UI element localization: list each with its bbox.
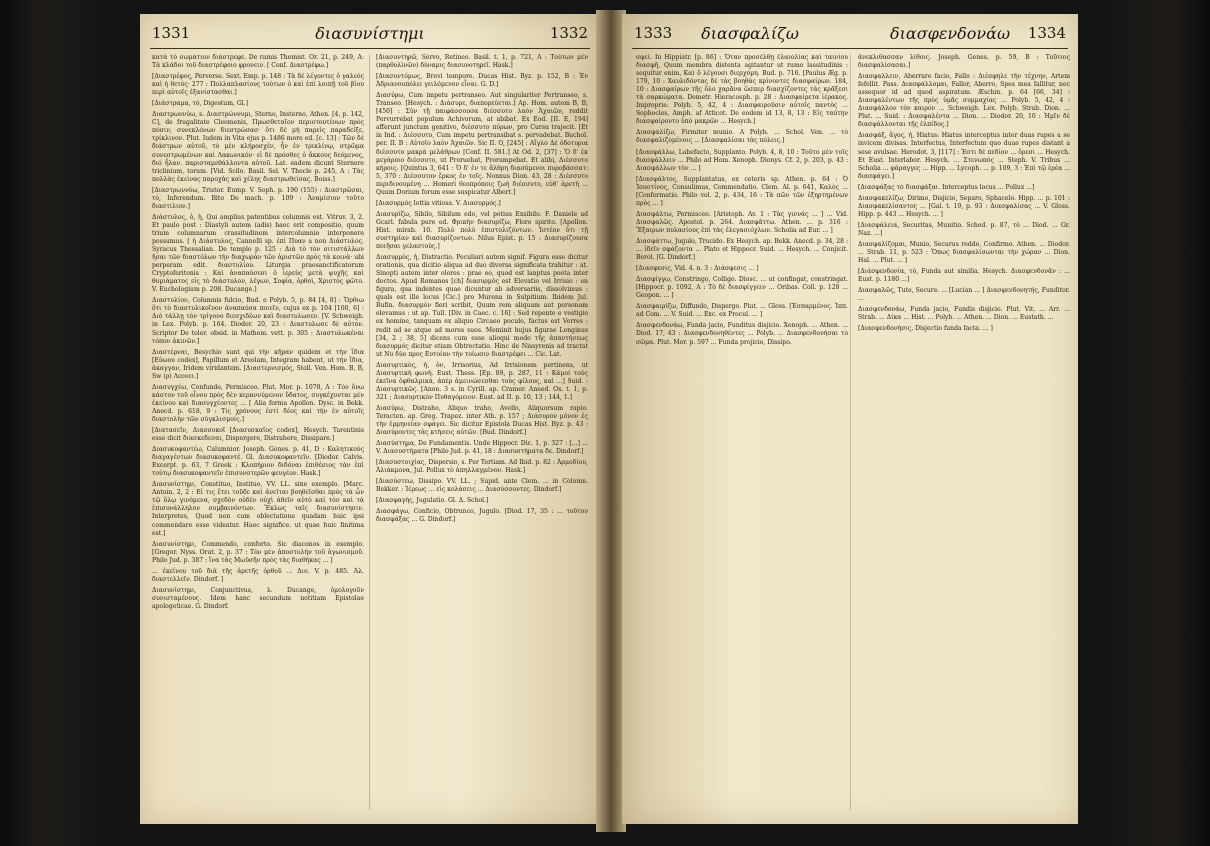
dictionary-entry: [Διασφάλλω, Labefacto, Supplanto. Polyb. 4, 8, 10 : Τοῦτο μὲν τοῖς διασφάλλειν ... Philo ad Hom. Xenoph. Dionys. Cf. 2, p. 203, p. 43 : Διασφάλλων τὸν ... ] [636, 148, 848, 172]
dictionary-entry: ἄνεκλιθασσαν λίθοις. Joseph. Genes. p. 59, B : Τοῦτοις διασφαλίσασαι.] [858, 54, 1070, 70]
dictionary-entry: Διασύρω, Cum impetu pertranseo. Aut singulariter Pertranseo, s. Transeo. [Hesych. : Διάσυρε, διαπορεύεται.] Ap. Hom. autem B, B, [450] : Σὺν τῇ παιφάσσουσα διέσσυτο λαὸν Ἀχαιῶν, reddit Pervurrebat populum Achivorum, at abibat. Ex Eod. [II. E, 194] afferunt junctum genitivo, διέσσυτο πύρων, pro Cursu trajecit. [Et in Ind. : Διέσσυτο, Cum impetu pertransibat s. pervadebat. Buchol. per. II. B : Αὐτοῖο λαὸν Ἀχαιῶν. Sic II. O, [245] : Αἴγλο Δὲ ὀδοτυρια διέσσυτο μακρὰ μελάθρων [Conf. II. 581.] At Od. 2, [37] : Ὅ δ' ἐκ μεγάροιο διέσσυτο, ut Proruebat, Prorumpebat. Et alibi, Διέσσυτο κήροις. [Quintus 3, 641 : Ὁ δ' ἐν τε ἄλθρη διασύμενοι πυροβάσσατ: 5, 370 : Διέσσυτον ἔρκος ἐν τοῖς. Nonnus Dion. 43, 28 : Διέσσυτο περιδινουμένη ... Homeri θεοπρόποις ζωή διέσσυτο, εὐθ' ἀρετὴ ... Quum Dorium forum esse suspicatur Albert.] [376, 92, 588, 196]
dictionary-entry: Διάστυλος, ὁ, ἡ, Qui amplius patentibus columnis est. Vitruv. 3, 2. Et paulo post : Diastyli autem (adis) haec erit compositio, quum trium columnarum crassitudinem intercolumnio interponere possumus. [ ἡ Διάστυλος, Cannelli sp. ἐπὶ Πυαν a non Διάστυλος. Syracus Thessalian. De templo p. 125 : Διὰ τὸ τὸν σιτιστάλλων ἤσαι τῶν διαστόλων τὴν διαχωρὰν τῶν ἀριστῶν πρὸς τὰ κοινὰ· ubi perperam edit. διαστυλίου. Liturgia praesanctificatorum Cryptoferitonis : Καὶ ἀναπαύσεσι ὁ ἱερεὺς μετὰ ψυχῆς καὶ θυμιάματος εἰς τὸ διάστυλον, λέγων, Σοφία, ὀρθοὶ, Χριστὸς φῶτο. V. Euchologium p. 208. Ducange.] [152, 213, 364, 294]
dictionary-entry: [Διασφενδονήσις, Disjectio funda facta. ... ] [858, 325, 993, 333]
dictionary-entry: Διασυρμὸς, ἡ, Distractio. Peculiari autem signif. Figura esse dicitur orationis, qua dicitio aliqua ad duo diversa significata trahitur : at. Sinopti autem inter olores : prae eo, quod est lanptus poeta inter doctos. Apud Romanos [ch] διασυρμὸς est Elevatio vel Irrisio : en figura, qua indentes quae dicuntur ab adversariis, dissolvimus : quals est ille locus [Cic.] pro Murena in Sulpitium. Ibidem Jul. Rufin. διασυρμὸν fieri scribit, Quum rem aliquam aut personam elevamus : ut ap. Tull. [Div. in Caec. c. 16] : Sed repente e vestigio ex homine, tanquam ex aliquo Circaeo poculo, factus est Verres : redit ad se atque ad mores suos. Meminit hujus figurae Longinus [34, 2 ; 38, 5] dicens cum esse alioqui modo τῆς ἀπαντήσεως διασυρμός dicitur etiam Obtrectatio. Hinc de Nissyrenis ad tractat ut Nυ δύο προς Ευτοίαν τὴν τοίωσιν διαστρέφει ... Cic. Lat. [376, 254, 588, 358]
dictionary-entry: Διασυρτικὸς, ἡ, ὁν, Irrisorius, Ad Irrisionem pertinens, ut Διασυρτικὴ φωνὴ. Eust. Thess. [Ep. 89, p. 287, 11 : Κἀμοί τοὺς ἐκεῖνα ὀφθαλμικά, ἀπὲρ ἀμεινώσεσθαι τοὺς φίλους, καὶ ...] Suid. : Διασυρτικῶς. [Anon. 3 s. in Cyrill. ap. Cramer. Aneed. Ox. t. 1, p. 321 ; Διασυρτικὸν Πυθαγόρειον. Eust. ad II. p. 10, 13 ; 144, 1.] [376, 361, 588, 401]
right-page-number: 1333 [634, 24, 673, 42]
dictionary-entry: Διασυρίζω, Sibilo, Sibilum edo, vel potius Exsibilo. F. Daniele ad Gcarl. fabula pure ed. Φρικὴν διασυρίζω, Flore spirito. [Apollon. Hist. mirab. 10. Πολὺ πολὺ ἐπιστολιζόντων. Ἰστέον ὅτι τῇ συστηρίαν καὶ διασυρίζοντων. Nilus Epist. p. 15 : Διασυρίζουσα ποιῆσαι γελαστούς.] [376, 210, 588, 251]
right-page-column-2 [858, 54, 1070, 810]
right-page-headword-2: διασφενδονάω [890, 24, 1010, 43]
column-divider [850, 54, 851, 810]
dictionary-entry: [Διασυντηρῶ, Servo, Retineo. Basil. t. 1, p. 721, A : Τούτων μὲν (παρθολὶνῶν) δύναμις διασυνοτηρεῖ. Hask.] [376, 54, 588, 70]
dictionary-entry: [Διάστραμα, τό, Digestum, Gl.] [152, 100, 249, 108]
column-divider [369, 54, 370, 810]
dictionary-entry: Διασφάττω, Jugulo, Trucido. Ex Hesych. ap. Bekk. Anecd. p. 34, 28 : ... ἰδεῖν σφάζοντα ... Plato et Hippocr. Suid. ... Hesych. ... Conjicit. Berol. [G. Dindorf.] [636, 237, 848, 262]
right-page-header [622, 22, 1078, 46]
dictionary-entry: σφεί. In Hippiatr. [p. 86] : Ὅταν προσέλθῃ ἐλαιολίας καὶ ταινίου διασφῆ, Quum membra distenta agitantur ut rumo lassitudinis : sequitur enim, Καὶ ὅ λέγουσι διερχόμη. Bud. p. 716. [Paulus Æg. p. 179, 10 : Χαυλιδόντας δὲ τὰς βοηθὰς κρίνοντες διασφαίρων. 184, 10 : Διασφαίρων τῆς ὅλο χαρᾶνα ὥσπερ διασχίζοντες τὰς κρᾶξεσι τὰ σαρκώματα. Demetr. Hieracosph. p. 28 : Διασφαίρετα ἱέρακος. Improprie. Polyb. 5, 42, 4 : Διασφαιροῦσιν αὐτοῖς παντὸς ... Sophocles, Amph. af Atticot. De eodem id 13, 8, 13 : Εἰς ταύτην διασφαίροντο ὑπὸ μακρῶν ... Hesych.] [636, 54, 848, 126]
dictionary-entry: [Διασφεσις, Vid. 4. n. 3 : Διάσφεσις ... ] [636, 265, 759, 273]
left-page-column-1 [152, 54, 364, 810]
dictionary-entry: [Διασύστεω, Dissipo. VV. LL. ; Supid. ante Clem. ... in Colomn. Bekker. : Ἱέρεως ... εἰς κολάσεις ... Διασύσσοντες. Dindorf.] [376, 478, 588, 494]
dictionary-entry: [Διαστρέφος, Perverse. Sext. Emp. p. 148 : Τὰ δὲ λέγοντες ὁ γαλεὸς καὶ ἡ θετός· 277 : Πολλαπλασίους τούτων ὁ καὶ ἐπὶ λοιπῇ τοῦ βίου περὶ αὐτοῖς ἐξανίστασθαι.] [152, 73, 364, 97]
left-page-number: 1331 [152, 24, 191, 42]
right-page-column-number: 1334 [1027, 24, 1066, 42]
dictionary-entry: Διασφάγω, Conficio, Obtrunco, Jugulo. [Diod. 17, 35 : ... τοῦτον διασφάξας ... G. Dindorf.] [376, 508, 588, 524]
dictionary-entry: [Διασφάλεια, Securitas, Munitio. Sched. p. 87, τὸ ... Diod. ... Gr. Naz. ...] [858, 221, 1070, 237]
dictionary-entry: Διαστρωννύω, s. Διαστρώννυμι, Sterno, Insterno, Athen. [4, p. 142, C], de frugalitate Cleomenis, Πρωσθεταῖον περιοτουτένων πρὸς πόσιν, συνεκλόνων διεστρώσασ· ὅτι δὲ μὴ παρεὶς παραδείξε, τρίκλινον. Plut. Iudem in Vita ejus p. 1486 more ed. [c. 13] : Τῶν δὲ διάστρων αὐτοῦ, τὸ μὲν κλήροσχέν, ἦν ἐν τρικλίνῳ, στρῶμα συνεστρωμένων καὶ Λακωνικόν· εἰ δὲ πρόσθες ὁ ἄκκους δεόμενος, διό ἦλαν. παρισταμεθάλλοντα αὐτοῦ. Lat. eadem dicunt Sternere triclinium, torum. [Vid. Scilo. Basil. Sel. V. Thecle p. 245, A : Τὰς πολλὰς ἐκείνας παροχὰς καὶ χέλης διαστρωθείσας. Boiss.] [152, 111, 364, 183]
dictionary-entry: Διασύστημα, De Fundamentis. Unde Hippocr. Dic. 1, p. 327 : [...] ... V. Διασυστήματα [Philo Jud. p. 41, 18 : Διασυστήματα δε. Dindorf.] [376, 440, 588, 456]
dictionary-entry: [Διασυντόμως, Brevi tempore. Ducas Hist. Byz. p. 152, B : Ἐν Ἀδριανουπόλει γειλόμενον εἶναι. G. D.] [376, 73, 588, 89]
dictionary-entry: Διασυνίστημι, Constituo, Instituo, VV. LL. sine exemplo. [Marc. Antoin. 2, 2 : Εἰ τις ἕτει τοῦδε καὶ ἀνεῖται βοηθεῖσθαι πρὸς τὰ ὧν τῷ ὅλῳ γινόμενα, σχεδὸν οὐδὲν οὐχὶ ἀθεῖν αὐτὸ καὶ τὸν καὶ τὰ ἐπισυνάλληλον συμβαινόντων. Ἔκλως ταῖς διασυνίστησιν. Interpretes, Quod non cum oblectatione quadam huic ipsi commendare esse videatur. Haec significe. ut quae huic finitima est.] [152, 481, 364, 537]
dictionary-entry: Διασφενδονάω, Funda jacio, Funditus disjicio. Xenoph. ... Athen. ... Diod. 17, 43 : Διασφενδονηθέντες ... Polyb. ... Διασφενδονήσαι τὸ σῶμα. Plut. Mor. p. 597 ... Funda projicio, Dissipo. [636, 322, 848, 346]
dictionary-entry: Διασφαλίζω, Firmiter munio. A Polyb. ... Schol. Ven. ... τὸ διασφαλιζομένοις ... [Διασφαλίσαι τὰς πόλεις.] [636, 129, 848, 145]
right-page-column-1 [636, 54, 848, 810]
left-page-header [140, 22, 600, 46]
left-page [140, 14, 600, 824]
dictionary-entry: κατὰ τὸ σωμάτιον διάστρεφε. De ramis Themist. Or. 21, p. 249, A: Τὰ κλάδοι τοῦ διαστρέφοιο φρονειν. [ Conf. Διαστρέφω.] [152, 54, 364, 70]
dictionary-entry: Διαστυλίον, Columnis fulcio, Bud. e Polyb. 5, p. 84 [4, 8] : Ὄρθιω ὅτι τὸ διαστυλικοῖνον ἀναπαύσα ποιεῖν, cujus ex p. 104 [100, 6] : Διὸ τάλλῃ τὸν τρίγονο διεσχιδέων καὶ διαστυλωσεν. [V. Schweigh. in Lex. Polyb. p. 164. Diodor. 20, 23 : Διαστυλωσε δὲ αὐτόν. Scriptor De toler. obsid. in Mathem. vett. p. 305 : Διαστυλωκέναι τόπον ἀκινῶν.] [152, 297, 364, 345]
left-page-column-number: 1332 [549, 24, 588, 42]
dictionary-entry: Διασφάξ, ἄγος, ἡ, Hiatus: Hiatus interceptus inter duas rupes a se invicem divisas. Interfectus, Interfectum quo duae rupes distant a sese avulsae. Herodot. 3, [117] : Ἐστι δὲ πεδίον ... ὄρεσι ... Hesych. Et Eust. Interlabor. Hesych. ... Στενωπός ... Steph. V. Tribus ... Scholia ... φάραγγες ... Hipp. ... Lycoph. ... p. 109, 3 : Ἐπὶ τῷ ἐρέα ... διασφάγει.] [858, 132, 1070, 180]
dictionary-entry: Διασυνίστημι, Conjunctivus, λ. Ducange, ὁμολογοῦν συνισταμένους. Idem hanc secundum notitiam Epistolae apologeticae. G. Dindorf. [152, 586, 364, 610]
right-page [622, 14, 1078, 824]
dictionary-entry: Διασφαλλειν, Aberrare facio, Fallo : Διέσφηλε τὴν τέχνην, Artem fefellit. Pass. Διασφάλλομαι, Fallor, Aberro, Spes mea fallitur, nec assequor id ad quod aspiratum. Æschin. p. 64 [66, 34] : Διασφαλέντων τῆς πρὸς ὑμᾶς συμμαχίας ... Polyb. 5, 42, 4 : Διασφάλλον τὸν καιρόν ... Schweigh. Lex. Polyb. Strab. Dion. ... Plut. ... Suid. : Διασφαλέντα ... Dion. ... Diodor. 20, 10 : Ἠμῖν δὲ διασφάλλονται τῆς ἐλπίδος.] [858, 73, 1070, 129]
dictionary-entry: Διασφενδονάω, Funda jacio, Fundis disjicio. Plut. Vit. ... Arr. ... Strab. ... Δίκα ... Hist. ... Polyb. ... Athen. ... Dion. ... Eustath. ... [858, 306, 1070, 322]
header-rule [632, 48, 1068, 49]
dictionary-entry: Διασφαλῶς, Tute, Secure. ... [Lucian ... ] Διασφενδονητής, Funditor. ... [858, 287, 1070, 303]
dictionary-entry: Διασφάλτω, Permisceo. [Aristoph. Av. 1 : Τὰς γιννάς ... ] ... Vid. Διασφαλῶς. Apostol. p. 264. Διασφᾶττω. Athen. ... p. 316 : Ἔξαιρων πυλασίους ἐπὶ τὰς ἐλεγασιόχλων. Scholia ad Eur. ... ] [636, 210, 848, 234]
dictionary-entry: [Διασφάξας τὸ διασφάξαι. Interceptus locus ... Pollux ...] [858, 183, 1035, 191]
dictionary-entry: [Διασυστοιχίας, Dispersio, s. Per Tertiam. Ad Ibid. p. 82 : Ἀρμοδίου, Ἀλιάκμονα, Jul. Pollux τὸ ἀπηλλαγμένον. Hask.] [376, 459, 588, 475]
dictionary-entry: Διασυγχέω, Confundo, Permisceo. Plut. Mor. p. 1078, A : Τὸν ὅνω κάστον τοῦ οἶνου πρὸς δὲν κεραννύμενον ὕδατος, συγκέχυνται μὲν ἐκείνου καὶ διασυγχέοντες ... [ Alia forma Apollon. Dysc. in Bekk. Anecd. p. 618, 9 : Τίς χρόνους ἐστὶ δέος καὶ τὴν ἐν αὐτοῖς διαστολὴν τῶν σύγκλισμοίς.] [152, 383, 364, 423]
dictionary-entry: Διασυκοφαντέω, Calumnior. Joseph. Genes. p. 41, D : Καλητικοὺς διαγαγέντων διασυκοφαντέ. Gl. Διασυκοφαντεῖν. [Diodor. Calvis. Excerpt. p. 63, 7 Greek : Κλοπήριον διδόναι ἐπιθέσιος τὰν ἐπὶ τούτῳ διασυκοφαντεῖν ἐπισυνστερῶν φευγέον. Hask.] [152, 446, 364, 478]
left-page-headword: διασυνίστημι [315, 24, 425, 43]
header-rule [150, 48, 590, 49]
dictionary-entry: Διαστέρναι, Besychio sunt qui τὴν κῆραν quidem et τὴν ἴδια [Εὐωου codex], Papillum et Areolam, Integram habent, ut τὴν ἴδια, ἀκαγγαν, Iridem viridantem. [Διαστερνισμός, Stoll. Ven. Hom. B, B, Sw (ρ) Λεονει.] [152, 348, 364, 380]
right-page-headword: διασφαλίζω [701, 24, 799, 43]
dictionary-entry: [Διαστρωννύω, Tristor. Eump. V. Soph. p. 190 (155) : Διαστρῶσαι, τό, Inferendum. Bito De mach. p. 109 : Ἀναμίσιον τοῦτο διαστιλιον.] [152, 186, 364, 210]
dictionary-entry: ... ἐκείνου τοῦ διὰ τῆς ἀρετῆς ὀρθοῦ ... Διο. V. p. 485. Ἀλ. διαστελλεῖν. Dindorf. ] [152, 567, 364, 583]
dictionary-entry: Διασυνίστημι, Commendo, conforto. Sic diaconos in exemplo. [Gregor. Nyss. Orat. 2, p. 37 : Τὸν μὲν ἀποστολὴν τοῦ ἀγωνισμοῦ. Philo Jud. p. 387 : ἵνα τὰς Μωϋσῆν πρὸς τὰς διαθήκας ... ] [152, 540, 364, 564]
left-page-column-2 [376, 54, 588, 810]
dictionary-entry: [Διατασεῖν, Διασσοκοῖ [Διασυσκαῖος codex], Hesych. Tarentinis esse dicit διασκεδεσαι, Dispergere, Distrahere, Dissipare.] [152, 427, 364, 443]
dictionary-entry: Διασφαλίζομαι, Munio, Securus reddo, Confirmo. Athen. ... Diodor. ... Strab. 11, p. 523 : Ὅπως διασφαλίσωνται τὴν χώραν ... Dion. Hal. ... Plut. ... ] [858, 240, 1070, 265]
dictionary-entry: Διασφακελίζω, Dirimo, Disjicio, Separo, Sphacelo. Hipp. ... p. 101 : Διασφακελίσαντος ... [Gal. t. 19, p. 93 : Διασφαλίσας ... V. Gloss. Hipp. p. 443 ... Hesych. ... ] [858, 194, 1070, 218]
dictionary-entry: [Διασφαγὴς, Jugulatio. Gl. Δ. Schol.] [376, 497, 489, 505]
dictionary-entry: [Διασφάλτος, Supplantatus, ex ceteris sp. Athen. p. 64 : Ὁ Ἰουστίνος, Consulimus, Commendatio. Clem. Al. p. 641, Καλὸς ... [Conformatio. Philo vol. 2, p. 434, 16 : Τὰ πῶν τῶν ἐξηρτημένων πρὸς ... ] [636, 175, 848, 207]
dictionary-entry: Διασφαιρίζω, Diffundo, Dispergo. Plut. ... Gloss. [Ἐσπαρμένος. Ἱππ. ad Com. ... V. Suid. ... Exc. ex Procul. ... ] [636, 303, 848, 319]
dictionary-entry: [Διασυρμὸς lottia vitiosa. V. Διασυρμός.] [376, 199, 501, 207]
dictionary-entry: Διασύρω, Distraho, Aliquo traho, Avello, Aliquorsum rapio. Teracten. ap. Greg. Trapez. inter Ath. p. 157 ; Διάσυρον μόνον ἐς τὴν ἑρμηνείαν σφάγει. Sic dicitur Epistola Ducas Hist. Byz. p. 43 : Διασύροντες τὰς κτήσεις αὐτῶν. [Bud. Dindorf.] [376, 404, 588, 437]
dictionary-entry: [Διάσφενδονία, τὸ, Funda aut similia. Hesych. Διασφενδονᾶν : ... Eust. p. 1180 ...] [858, 268, 1070, 284]
dictionary-entry: Διασφίγγω, Constringo, Colligo. Diosc. ... ut confingat, constringat. [Hippocr. p. 1092, A : Τὸ δὲ διασφίγγειν ... Oribas. Coll. p. 128 ... Geopon. ... ] [636, 276, 848, 300]
